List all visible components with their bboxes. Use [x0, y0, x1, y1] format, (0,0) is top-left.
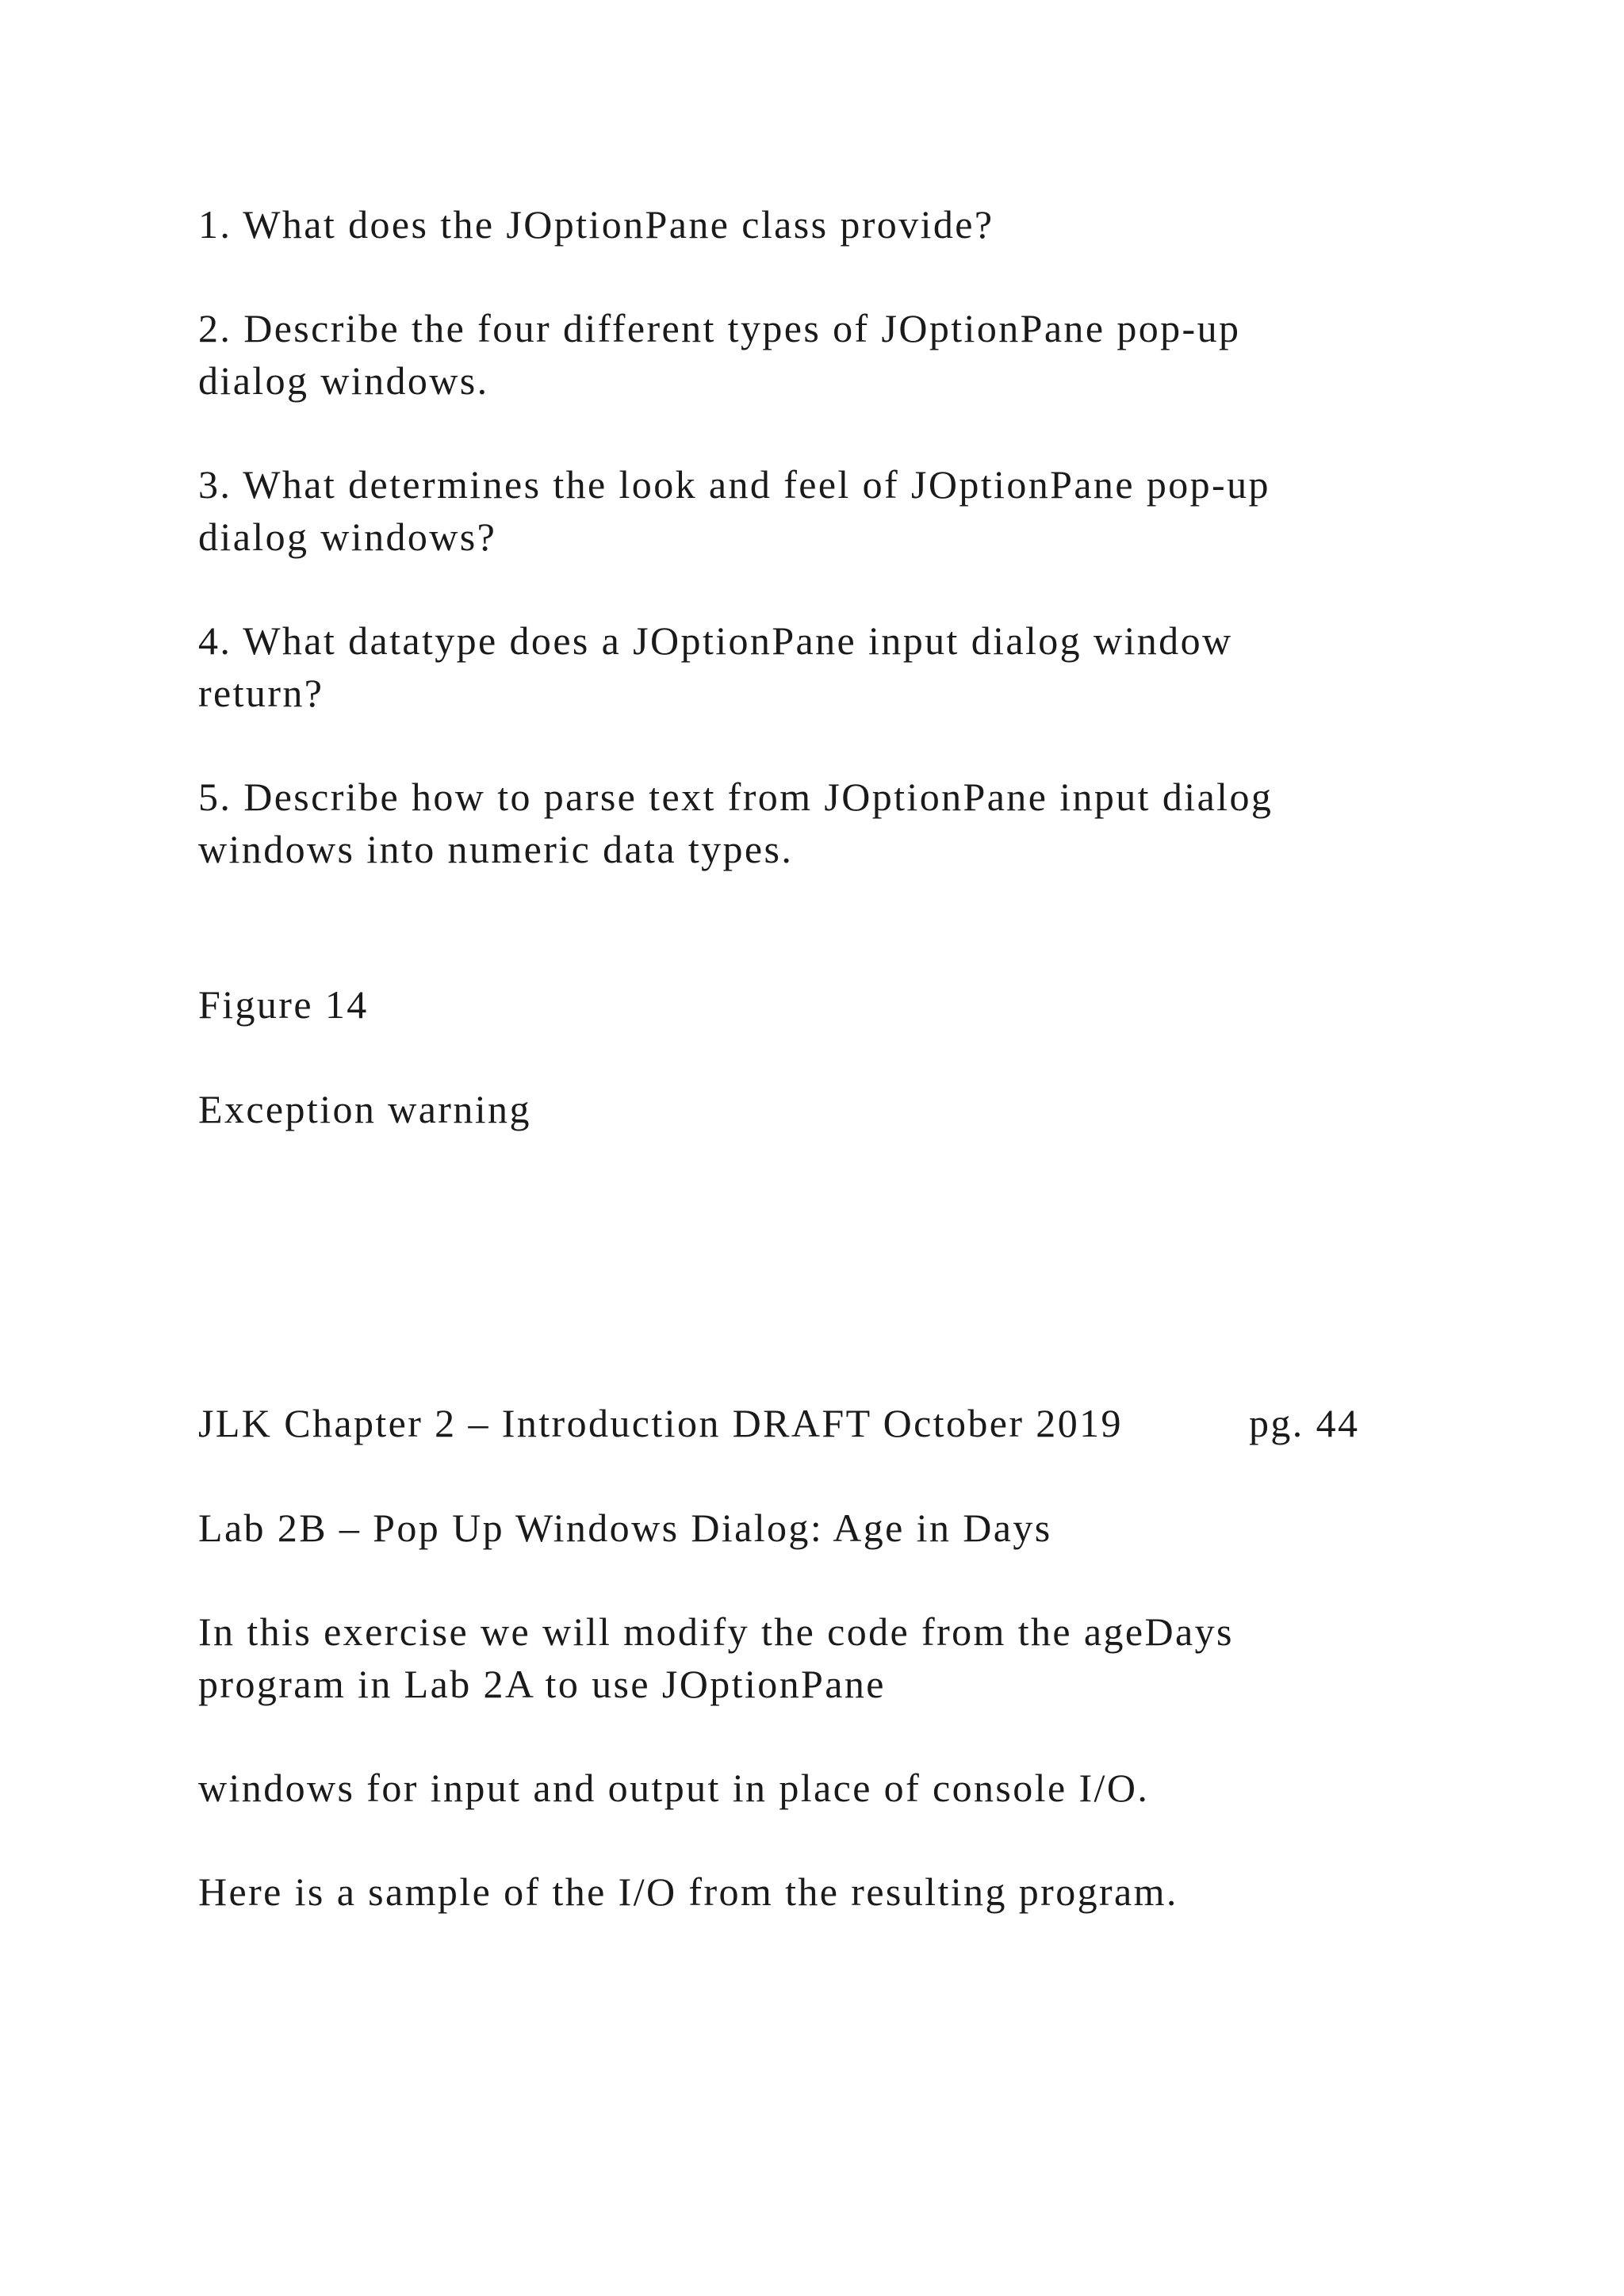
lab-paragraph-1-line-1: In this exercise we will modify the code from the ageDays [198, 1609, 1234, 1654]
page-footer [198, 1397, 1372, 1449]
question-1: 1. What does the JOptionPane class provide? [198, 202, 994, 247]
question-2-line-1: 2. Describe the four different types of JOptionPane pop-up [198, 306, 1241, 350]
question-5-line-1: 5. Describe how to parse text from JOptionPane input dialog [198, 775, 1274, 819]
lab-paragraph-1-line-2: program in Lab 2A to use JOptionPane [198, 1662, 886, 1706]
question-3-line-1: 3. What determines the look and feel of JOptionPane pop-up [198, 462, 1270, 507]
question-4-line-2: return? [198, 671, 324, 715]
question-4-line-1: 4. What datatype does a JOptionPane input dialog window [198, 618, 1233, 663]
footer-title: JLK Chapter 2 – Introduction DRAFT October 2019 [198, 1401, 1123, 1445]
question-3-line-2: dialog windows? [198, 515, 497, 559]
question-5-line-2: windows into numeric data types. [198, 827, 794, 871]
lab-paragraph-3: Here is a sample of the I/O from the resulting program. [198, 1869, 1178, 1914]
question-2-line-2: dialog windows. [198, 358, 489, 403]
figure-label: Figure 14 [198, 982, 369, 1027]
page-number: pg. 44 [1249, 1401, 1360, 1445]
lab-paragraph-2: windows for input and output in place of console I/O. [198, 1766, 1150, 1810]
figure-caption: Exception warning [198, 1087, 531, 1131]
lab-heading: Lab 2B – Pop Up Windows Dialog: Age in Days [198, 1506, 1052, 1550]
